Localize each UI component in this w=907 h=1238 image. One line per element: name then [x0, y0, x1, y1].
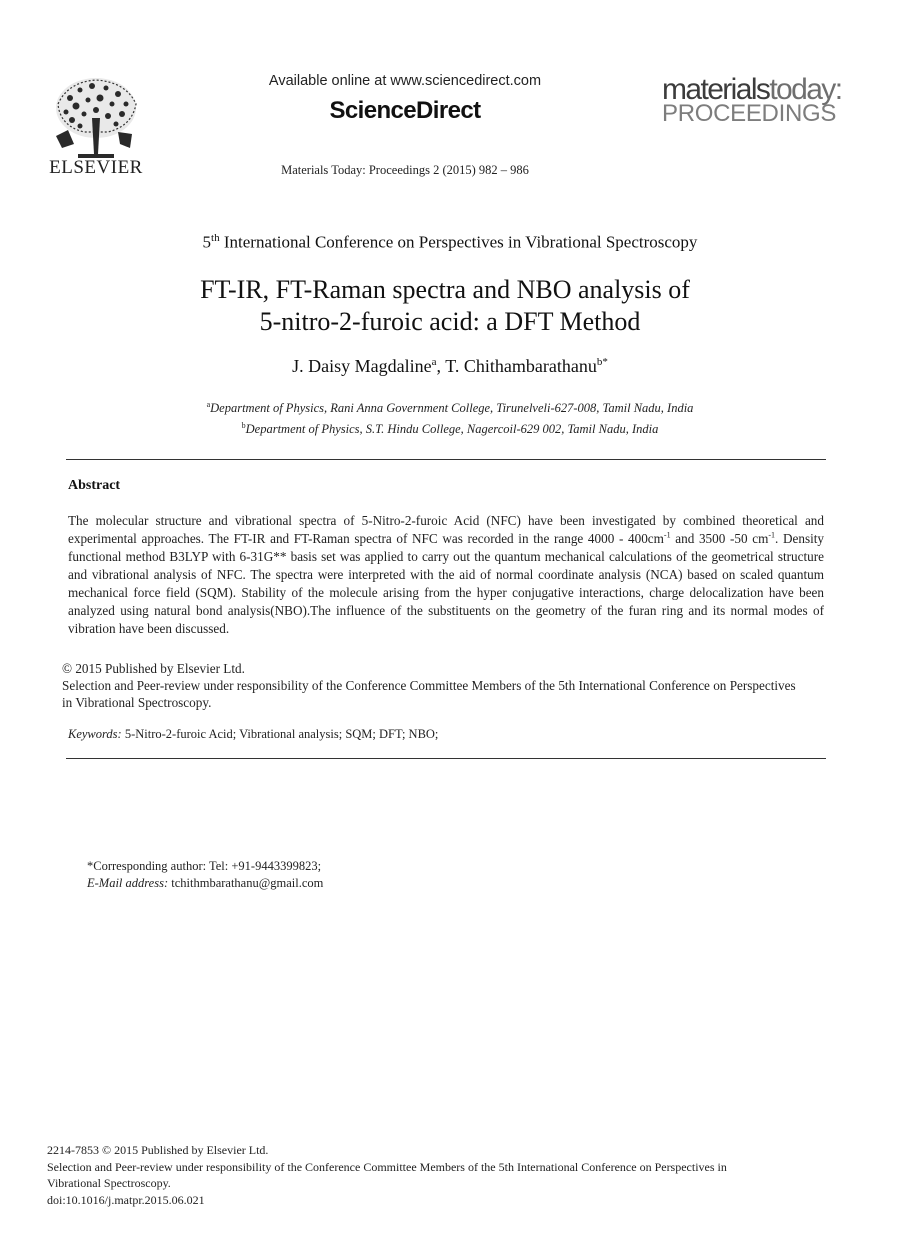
- affiliation-b-mark: b: [241, 421, 246, 431]
- conference-name: [60, 232, 840, 253]
- keywords-value: 5-Nitro-2-furoic Acid; Vibrational analysis; SQM; DFT; NBO;: [121, 727, 439, 741]
- email-address[interactable]: tchithmbarathanu@gmail.com: [168, 876, 324, 890]
- top-divider: [66, 459, 826, 460]
- journal-citation: Materials Today: Proceedings 2 (2015) 982 – 986: [281, 163, 529, 177]
- footer-doi[interactable]: doi:10.1016/j.matpr.2015.06.021: [47, 1192, 205, 1207]
- corresponding-author-phone: *Corresponding author: Tel: +91-9443399823;: [87, 859, 322, 873]
- logo-today-text: today:: [769, 73, 842, 106]
- paper-title: [80, 274, 820, 338]
- affiliation-a-text: Department of Physics, Rani Anna Government College, Tirunelveli-627-008, Tamil Nadu, India: [210, 401, 694, 416]
- email-label: E-Mail address:: [87, 876, 169, 890]
- abstract-text-part2: and 3500 -50 cm: [670, 531, 769, 546]
- conference-ordinal-suffix: th: [211, 232, 220, 244]
- logo-proceedings-text: PROCEEDINGS: [662, 100, 837, 127]
- footer-peer-review: Selection and Peer-review under responsibility of the Conference Committee Members of the 5th International Conference on Perspectives in Vibrational Spectroscopy.: [47, 1159, 727, 1190]
- elsevier-tree-icon: [48, 74, 144, 158]
- author-list: [60, 356, 840, 377]
- affiliations: [60, 396, 840, 438]
- logo-materials-text: materials: [662, 73, 770, 106]
- abstract-text-part3: . Density functional method B3LYP with 6-31G** basis set was applied to carry out the quantum mechanical calculations of the geometrical structure and vibrational analysis of NFC. The spectra were interpreted with the aid of normal coordinate analysis (NCA) based on scaled quantum mechanical force field (SQM). Stability of the molecule arising from the hyper conjugative interactions, charge delocalization have been analyzed using natural bond analysis(NBO).The influence of the substituents on the geometry of the furan ring and its normal modes of vibration have been discussed.: [68, 531, 824, 636]
- available-online-text: Available online at www.sciencedirect.com: [268, 73, 542, 89]
- keywords: [68, 727, 808, 742]
- abstract-heading: Abstract: [68, 478, 121, 493]
- copyright-line: © 2015 Published by Elsevier Ltd.: [62, 661, 245, 676]
- abstract-body: [68, 512, 824, 638]
- page-footer: [47, 1142, 747, 1208]
- peer-review-statement: Selection and Peer-review under responsibility of the Conference Committee Members of the 5th International Conference on Perspectives in Vibrational Spectroscopy.: [62, 678, 796, 710]
- materials-today-logo: [662, 73, 862, 127]
- abstract-sup1: -1: [663, 530, 671, 540]
- author-2: T. Chithambarathanu: [445, 356, 597, 376]
- elsevier-logo: [48, 74, 144, 178]
- elsevier-wordmark: ELSEVIER: [49, 157, 143, 178]
- author-1: J. Daisy Magdaline: [292, 356, 432, 376]
- affiliation-b-text: Department of Physics, S.T. Hindu College, Nagercoil-629 002, Tamil Nadu, India: [245, 422, 659, 437]
- conference-ordinal: 5: [202, 232, 212, 252]
- keywords-label: Keywords:: [68, 727, 122, 741]
- footer-issn: 2214-7853 © 2015 Published by Elsevier Ltd.: [47, 1143, 269, 1157]
- conference-title: International Conference on Perspectives in Vibrational Spectroscopy: [219, 232, 698, 252]
- corresponding-author: [87, 858, 587, 892]
- author-2-affiliation-mark: b*: [596, 356, 608, 368]
- abstract-text-part1: The molecular structure and vibrational spectra of 5-Nitro-2-furoic Acid (NFC) have been investigated by combined theoretical and experimental approaches. The FT-IR and FT-Raman spectra of NFC was recorded in the range 4000 - 400cm: [68, 513, 824, 546]
- corresponding-author-email: [87, 875, 587, 892]
- bottom-divider: [66, 758, 826, 759]
- paper-title-line1: FT-IR, FT-Raman spectra and NBO analysis of: [200, 275, 690, 304]
- paper-title-line2: 5-nitro-2-furoic acid: a DFT Method: [259, 307, 641, 336]
- author-1-affiliation-mark: a: [431, 356, 437, 368]
- affiliation-a: [60, 396, 840, 417]
- copyright-block: [62, 660, 802, 711]
- affiliation-a-mark: a: [206, 400, 211, 409]
- sciencedirect-logo: ScienceDirect: [329, 97, 481, 124]
- author-separator: ,: [436, 356, 446, 376]
- abstract-sup2: -1: [768, 530, 776, 540]
- affiliation-b: [60, 417, 840, 438]
